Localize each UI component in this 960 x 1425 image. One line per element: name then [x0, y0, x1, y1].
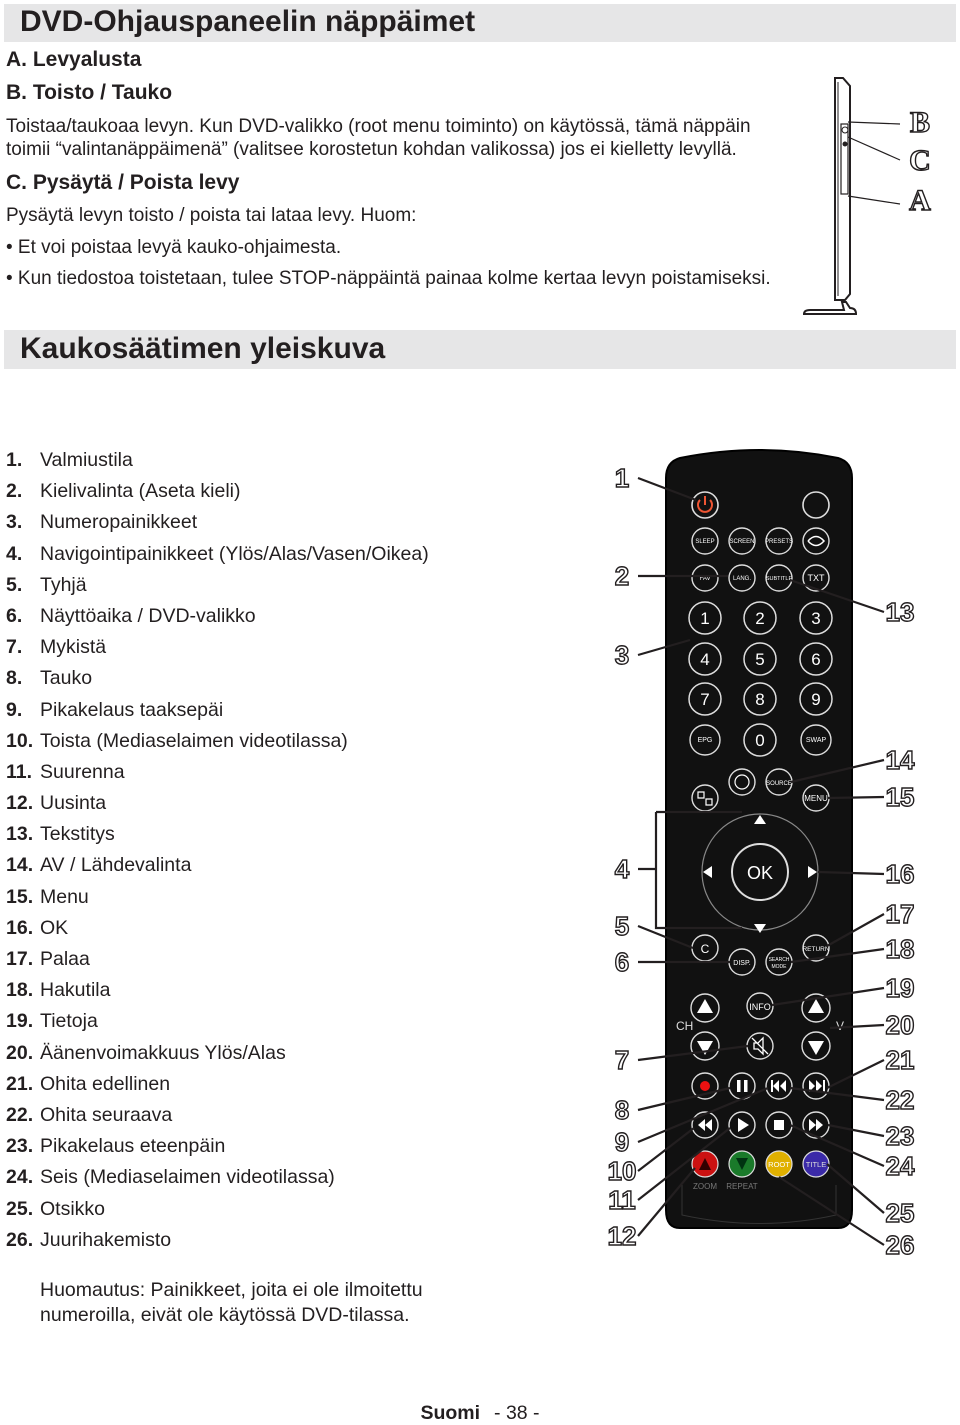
legend-number: 8.: [6, 667, 23, 690]
legend-number: 13.: [6, 823, 34, 846]
legend-item: [6, 543, 429, 574]
lang-label: LANG.: [732, 576, 752, 582]
legend-item: [6, 699, 429, 730]
stop-icon: [774, 1120, 784, 1130]
presets-label: PRESETS: [764, 539, 794, 545]
menu-label: MENU: [804, 794, 828, 803]
legend-item: [6, 667, 429, 698]
legend-item: [6, 1166, 429, 1197]
digit-label: 6: [811, 650, 821, 669]
callout-number: 11: [608, 1185, 636, 1215]
legend-number: 20.: [6, 1041, 34, 1064]
legend-item: [6, 1135, 429, 1166]
legend-number: 1.: [6, 449, 23, 471]
tv-label-b: B: [909, 106, 931, 139]
legend-number: 18.: [6, 979, 34, 1002]
fav-label: FAV: [699, 576, 711, 582]
callout-number: 22: [885, 1085, 915, 1115]
legend-number: 10.: [6, 729, 34, 752]
legend-item: [6, 1073, 429, 1104]
legend-item: [6, 1010, 429, 1041]
legend-item: [6, 511, 429, 542]
callout-number: 13: [885, 597, 915, 627]
callout-number: 23: [885, 1121, 915, 1151]
legend-item: [6, 1042, 429, 1073]
legend-number: 5.: [6, 573, 23, 596]
callout-number: 2: [614, 561, 630, 591]
callout-number: 17: [885, 899, 915, 929]
legend-item: [6, 480, 429, 511]
callout-number: 8: [614, 1095, 630, 1125]
legend-item: [6, 449, 429, 480]
v-label: V: [836, 1019, 845, 1033]
legend-text: Navigointipainikkeet (Ylös/Alas/Vasen/Oikea): [40, 542, 429, 565]
callout-number: 3: [614, 640, 630, 670]
bullet-1: • Et voi poistaa levyä kauko-ohjaimesta.: [6, 237, 342, 258]
legend-text: Ohita edellinen: [40, 1072, 171, 1095]
txt-label: TXT: [807, 573, 825, 583]
globe-button[interactable]: [729, 769, 755, 795]
subheading-c: C. Pysäytä / Poista levy: [6, 171, 240, 194]
callout-number: 26: [885, 1230, 915, 1260]
legend-text: Juurihakemisto: [40, 1228, 172, 1251]
callout-number: 24: [885, 1151, 915, 1181]
legend-item: [6, 1229, 429, 1260]
legend-number: 24.: [6, 1166, 34, 1189]
callout-number: 7: [614, 1045, 630, 1075]
legend-item: [6, 792, 429, 823]
legend-text: Mykistä: [40, 636, 107, 659]
legend-item: [6, 574, 429, 605]
ok-label: OK: [746, 863, 774, 883]
repeat-label: REPEAT: [726, 1182, 758, 1191]
legend-number: 11.: [6, 760, 33, 783]
record-icon: [700, 1081, 710, 1091]
digit-label: 4: [700, 650, 710, 669]
note: [40, 1278, 423, 1328]
title-label: TITLE: [805, 1160, 827, 1169]
legend-item: [6, 1198, 429, 1229]
legend-item: [6, 979, 429, 1010]
return-label: RETURN: [802, 946, 830, 953]
legend-text: Kielivalinta (Aseta kieli): [40, 480, 241, 503]
legend-item: [6, 636, 429, 667]
legend-number: 26.: [6, 1228, 34, 1251]
legend-number: 7.: [6, 636, 23, 659]
callout-number: 12: [607, 1221, 637, 1251]
callout-number: 9: [614, 1127, 630, 1157]
legend-text: Hakutila: [40, 979, 111, 1002]
digit-label: 8: [755, 690, 765, 709]
legend-number: 16.: [6, 916, 34, 939]
legend-text: Tekstitys: [40, 823, 115, 846]
subheading-b: B. Toisto / Tauko: [6, 81, 173, 104]
legend-number: 19.: [6, 1010, 34, 1033]
legend-number: 2.: [6, 480, 23, 503]
digit-label: 9: [811, 690, 821, 709]
legend-number: 14.: [6, 854, 34, 877]
screen-label: SCREEN: [729, 539, 755, 545]
sleep-label: SLEEP: [695, 539, 715, 545]
button-legend-list: [6, 449, 429, 1260]
legend-number: 17.: [6, 948, 34, 970]
callout-number: 10: [607, 1156, 637, 1186]
callout-number: 20: [885, 1010, 915, 1040]
legend-item: [6, 605, 429, 636]
legend-number: 21.: [6, 1072, 34, 1095]
page-title: DVD-Ohjauspaneelin näppäimet: [20, 5, 476, 38]
legend-item: [6, 854, 429, 885]
page-number: - 38 -: [494, 1402, 540, 1424]
remote-illustration: [590, 440, 930, 1270]
legend-number: 23.: [6, 1135, 34, 1158]
legend-text: Otsikko: [40, 1197, 106, 1220]
legend-item: [6, 917, 429, 948]
epg-label: EPG: [697, 737, 713, 744]
info-label: INFO: [749, 1002, 771, 1012]
source-label: SOURCE: [766, 781, 792, 787]
section-bar: [4, 330, 956, 369]
callout-number: 21: [885, 1045, 915, 1075]
legend-number: 4.: [6, 542, 23, 565]
subheading-a: A. Levyalusta: [6, 48, 142, 71]
legend-text: Toista (Mediaselaimen videotilassa): [40, 729, 348, 752]
legend-number: 22.: [6, 1103, 34, 1126]
callout-number: 15: [885, 782, 915, 812]
disp-label: DISP.: [733, 960, 751, 967]
paragraph-b-line2: toimii “valintanäppäimenä” (valitsee korostetun kohdan valikossa) jos ei kielletty levyllä.: [6, 139, 737, 160]
search-label-2: MODE: [771, 964, 787, 970]
paragraph-b-line1: Toistaa/taukoaa levyn. Kun DVD-valikko (root menu toiminto) on käytössä, tämä näppäin: [6, 116, 751, 137]
footer-language: Suomi: [420, 1402, 481, 1424]
legend-text: AV / Lähdevalinta: [40, 854, 192, 877]
section-title: Kaukosäätimen yleiskuva: [20, 332, 386, 365]
legend-item: [6, 886, 429, 917]
legend-text: Uusinta: [40, 792, 107, 815]
legend-text: Menu: [40, 885, 89, 908]
callout-number: 16: [885, 859, 915, 889]
legend-text: Valmiustila: [40, 449, 133, 471]
legend-text: Pikakelaus taaksepäi: [40, 698, 224, 721]
legend-text: Tietoja: [40, 1010, 98, 1033]
note-line1: Huomautus: Painikkeet, joita ei ole ilmoitettu: [40, 1279, 423, 1301]
legend-text: Seis (Mediaselaimen videotilassa): [40, 1166, 335, 1189]
legend-item: [6, 761, 429, 792]
subtitle-label: SUBTITLE: [765, 576, 793, 582]
legend-number: 6.: [6, 604, 23, 627]
legend-text: Näyttöaika / DVD-valikko: [40, 604, 256, 627]
legend-number: 9.: [6, 698, 23, 721]
digit-label: 2: [755, 609, 765, 628]
digit-label: 7: [700, 690, 710, 709]
blank-button[interactable]: [803, 492, 829, 518]
legend-item: [6, 1104, 429, 1135]
digit-label: 5: [755, 650, 765, 669]
bullet-2: • Kun tiedostoa toistetaan, tulee STOP-näppäintä painaa kolme kertaa levyn poistamiseksi.: [6, 268, 771, 289]
callout-number: 5: [614, 911, 630, 941]
media-browser-button[interactable]: [803, 528, 829, 554]
callout-number: 1: [614, 463, 630, 493]
c-label: C: [700, 942, 710, 956]
legend-text: Palaa: [40, 948, 90, 970]
title-bar: [4, 4, 956, 42]
legend-text: Ohita seuraava: [40, 1103, 173, 1126]
legend-item: [6, 948, 429, 979]
digit-label: 0: [755, 731, 765, 750]
pause-icon: [737, 1080, 741, 1092]
tv-label-c: C: [909, 144, 931, 177]
legend-number: 12.: [6, 792, 34, 815]
ch-label: CH: [676, 1019, 694, 1033]
zoom-label: ZOOM: [693, 1182, 717, 1191]
search-label-1: SEARCH: [768, 957, 790, 963]
legend-text: Tyhjä: [40, 573, 87, 596]
paragraph-c-line1: Pysäytä levyn toisto / poista tai lataa levy. Huom:: [6, 205, 417, 226]
legend-text: Suurenna: [40, 760, 125, 783]
legend-text: Tauko: [40, 667, 93, 690]
callout-number: 18: [885, 934, 915, 964]
tv-side-illustration: [800, 74, 960, 324]
legend-number: 25.: [6, 1197, 34, 1220]
picture-mode-button[interactable]: [692, 785, 718, 811]
legend-text: Äänenvoimakkuus Ylös/Alas: [40, 1041, 286, 1064]
legend-text: Pikakelaus eteenpäin: [40, 1135, 226, 1158]
callout-number: 25: [885, 1198, 915, 1228]
legend-item: [6, 730, 429, 761]
callout-number: 14: [885, 745, 915, 775]
root-label: ROOT: [768, 1160, 790, 1169]
legend-text: OK: [40, 916, 69, 939]
page-footer: [0, 1402, 960, 1425]
digit-label: 1: [700, 609, 710, 628]
callout-number: 19: [885, 973, 915, 1003]
swap-label: SWAP: [805, 737, 827, 744]
callout-number: 6: [614, 947, 630, 977]
legend-number: 3.: [6, 511, 23, 534]
callout-number: 4: [614, 854, 630, 884]
legend-item: [6, 823, 429, 854]
legend-number: 15.: [6, 885, 34, 908]
note-line2: numeroilla, eivät ole käytössä DVD-tilassa.: [40, 1304, 410, 1326]
digit-label: 3: [811, 609, 821, 628]
legend-text: Numeropainikkeet: [40, 511, 198, 534]
tv-label-a: A: [909, 184, 931, 217]
